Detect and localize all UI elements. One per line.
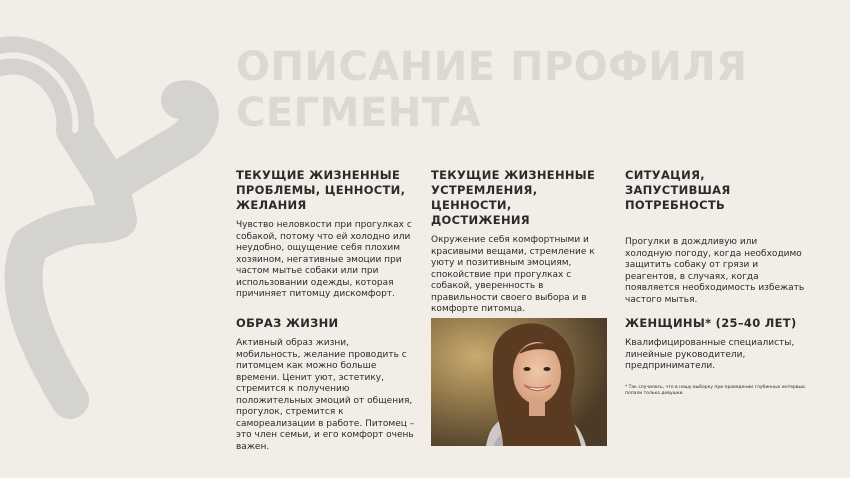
- aspirations-text: Окружение себя комфортными и красивыми вещами, стремление к уюту и позитивным эмоциям, спокойствие при прогулках с собакой, уверенность в правильности своего выбора и в комфорте питомца.: [431, 235, 595, 314]
- trigger-heading: СИТУАЦИЯ, ЗАПУСТИВШАЯ ПОТРЕБНОСТЬ: [625, 168, 731, 212]
- woman-portrait-photo: [431, 318, 607, 446]
- page-title: ОПИСАНИЕ ПРОФИЛЯ СЕГМЕНТА: [236, 44, 748, 136]
- problems-heading: ТЕКУЩИЕ ЖИЗНЕННЫЕ ПРОБЛЕМЫ, ЦЕННОСТИ, ЖЕЛАНИЯ: [236, 168, 406, 212]
- aspirations-heading: ТЕКУЩИЕ ЖИЗНЕННЫЕ УСТРЕМЛЕНИЯ, ЦЕННОСТИ, ДОСТИЖЕНИЯ: [431, 168, 596, 227]
- segment-text: Квалифицированные специалисты, линейные руководители, предприниматели.: [625, 338, 795, 371]
- problems-block: [236, 168, 416, 301]
- aspirations-block: [431, 168, 611, 316]
- lifestyle-block: [236, 316, 416, 453]
- segment-footnote: * Так случилось, что в нашу выборку при проведении глубинных интервью попали только девушки.: [625, 384, 805, 396]
- lifestyle-text: Активный образ жизни, мобильность, желание проводить с питомцем как можно больше времени. Ценит уют, эстетику, стремится к получению положительных эмоций от общения, прогулок, стремится к самореализации в работе. Питомец – это член семьи, и его комфорт очень важен.: [236, 338, 415, 452]
- lifestyle-heading: ОБРАЗ ЖИЗНИ: [236, 316, 339, 330]
- portrait-illustration: [431, 318, 607, 446]
- trigger-text: Прогулки в дождливую или холодную погоду, когда необходимо защитить собаку от грязи и реагентов, в случаях, когда появляется необходимость избежать частого мытья.: [625, 237, 805, 305]
- decorative-shape: [0, 0, 260, 478]
- segment-block: [625, 316, 810, 397]
- problems-text: Чувство неловкости при прогулках с собакой, потому что ей холодно или неудобно, ощущение себя плохим хозяином, негативные эмоции при частом мытье собаки или при использовании одежды, которая причиняет питомцу дискомфорт.: [236, 220, 412, 299]
- trigger-block: [625, 168, 805, 306]
- segment-heading: ЖЕНЩИНЫ* (25–40 ЛЕТ): [625, 316, 797, 330]
